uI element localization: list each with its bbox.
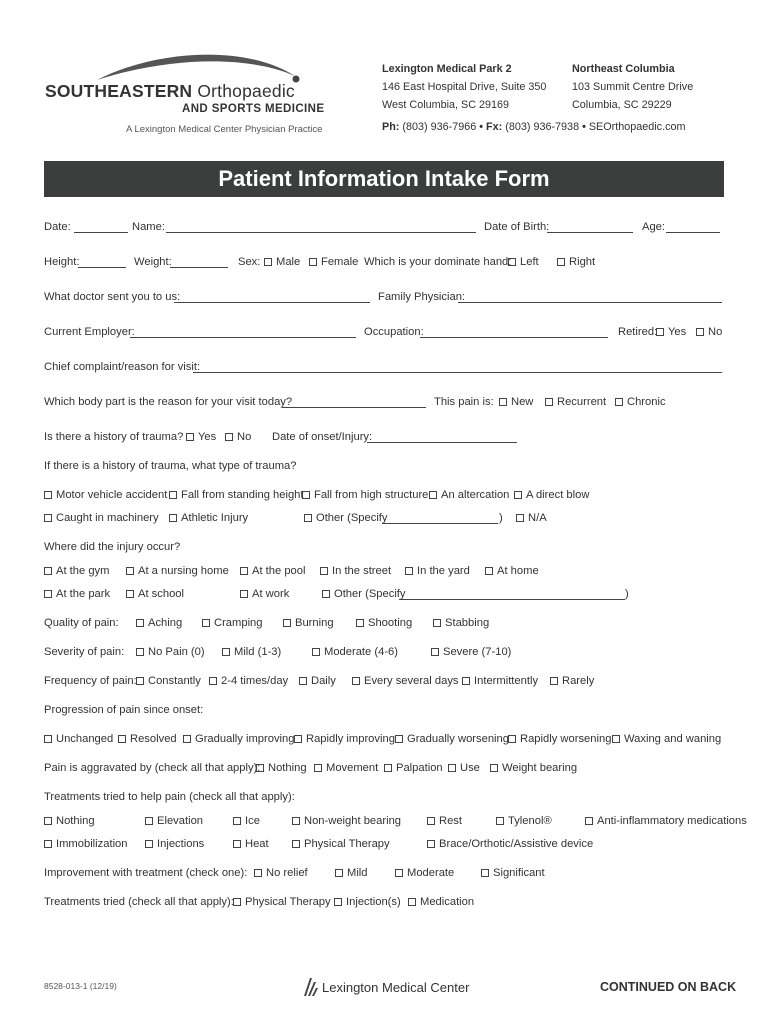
logo-tagline: A Lexington Medical Center Physician Practice [126, 124, 323, 135]
weight-field[interactable] [170, 255, 228, 268]
checkbox-icon [433, 619, 441, 627]
family-physician-field[interactable] [458, 290, 722, 303]
checkbox-icon [209, 677, 217, 685]
checkbox-icon [612, 735, 620, 743]
severity-opt[interactable]: Moderate (4-6) [312, 645, 398, 659]
frequency-opt[interactable]: 2-4 times/day [209, 674, 288, 688]
frequency-opt[interactable]: Intermittently [462, 674, 538, 688]
checkbox-icon [514, 491, 522, 499]
where-opt[interactable]: At the gym [44, 564, 109, 578]
trauma-yes[interactable]: Yes [186, 430, 216, 444]
checkbox-icon [408, 898, 416, 906]
row-where-1 [44, 564, 726, 580]
treatment-opt[interactable]: Anti-inflammatory medications [585, 814, 747, 828]
row-progression-label: Progression of pain since onset: [44, 704, 204, 716]
checkbox-icon [44, 840, 52, 848]
aggravated-opt[interactable]: Nothing [256, 761, 307, 775]
checkbox-icon [516, 514, 524, 522]
body-part-field[interactable] [282, 395, 426, 408]
checkbox-icon [429, 491, 437, 499]
checkbox-icon [44, 590, 52, 598]
checkbox-icon [183, 735, 191, 743]
treatment-opt[interactable]: Brace/Orthotic/Assistive device [427, 837, 593, 851]
checkbox-icon [283, 619, 291, 627]
onset-date-field[interactable] [367, 430, 517, 443]
frequency-opt[interactable]: Rarely [550, 674, 594, 688]
row-frequency: Frequency of pain: Constantly 2-4 times/day Daily Every several days Intermittently Rarely [44, 675, 595, 687]
progression-opt[interactable]: Unchanged [44, 732, 113, 746]
treatment-opt[interactable]: Non-weight bearing [292, 814, 401, 828]
treatment-opt[interactable]: Nothing [44, 814, 95, 828]
checkbox-icon [233, 898, 241, 906]
checkbox-icon [145, 840, 153, 848]
checkbox-icon [427, 840, 435, 848]
aggravated-opt[interactable]: Use [448, 761, 480, 775]
checkbox-icon [352, 677, 360, 685]
row-trauma-options-2: Caught in machinery Athletic Injury Other (Specify ) N/A [44, 511, 726, 527]
trauma-opt[interactable]: Motor vehicle accident [44, 488, 167, 502]
where-opt[interactable]: In the street [320, 564, 391, 578]
row-severity: Severity of pain: No Pain (0) Mild (1-3) Moderate (4-6) Severe (7-10) [44, 646, 512, 658]
row-trauma-history: Is there a history of trauma? Yes No Date of onset/Injury: [44, 430, 726, 446]
checkbox-icon [44, 514, 52, 522]
checkbox-icon [485, 567, 493, 575]
trauma-na[interactable]: N/A [516, 511, 547, 525]
logo-subtitle: AND SPORTS MEDICINE [182, 103, 325, 115]
location-1: Lexington Medical Park 2 146 East Hospital Drive, Suite 350 West Columbia, SC 29169 [382, 63, 547, 111]
row-chief: Chief complaint/reason for visit: [44, 360, 726, 376]
improvement-opt[interactable]: Mild [335, 866, 368, 880]
checkbox-icon [169, 514, 177, 522]
checkbox-icon [126, 590, 134, 598]
checkbox-icon [240, 567, 248, 575]
trauma-opt[interactable]: A direct blow [514, 488, 589, 502]
checkbox-icon [557, 258, 565, 266]
row-treatments-help-label: Treatments tried to help pain (check all that apply): [44, 791, 295, 803]
progression-opt[interactable]: Rapidly worsening [508, 732, 611, 746]
checkbox-icon [395, 735, 403, 743]
treatment-opt[interactable]: Injections [145, 837, 204, 851]
checkbox-icon [136, 619, 144, 627]
checkbox-icon [126, 567, 134, 575]
treatment-opt[interactable]: Heat [233, 837, 269, 851]
improvement-opt[interactable]: No relief [254, 866, 308, 880]
checkbox-icon [169, 491, 177, 499]
row-treatments-help-1 [44, 814, 747, 830]
checkbox-icon [222, 648, 230, 656]
checkbox-icon [615, 398, 623, 406]
retired-no[interactable]: No [696, 325, 722, 339]
quality-opt[interactable]: Burning [283, 616, 334, 630]
row-where-2: At the park At school At work Other (Specify ) [44, 587, 726, 603]
trauma-other[interactable]: Other (Specify [304, 511, 388, 525]
location-2: Northeast Columbia 103 Summit Centre Drive Columbia, SC 29229 [572, 63, 694, 111]
where-opt[interactable]: In the yard [405, 564, 470, 578]
checkbox-icon [334, 898, 342, 906]
severity-opt[interactable]: Mild (1-3) [222, 645, 281, 659]
treatment-opt[interactable]: Rest [427, 814, 462, 828]
referring-doctor-field[interactable] [174, 290, 370, 303]
treatment-opt[interactable]: Elevation [145, 814, 203, 828]
checkbox-icon [304, 514, 312, 522]
checkbox-icon [233, 817, 241, 825]
checkbox-icon [256, 764, 264, 772]
row-treatments-tried: Treatments tried (check all that apply): Physical Therapy Injection(s) Medication [44, 896, 475, 908]
row-body-part: Which body part is the reason for your visit today? This pain is: New Recurrent Chronic [44, 396, 666, 408]
name-field[interactable] [166, 220, 476, 233]
checkbox-icon [302, 491, 310, 499]
checkbox-icon [508, 735, 516, 743]
trauma-opt[interactable]: Fall from standing height [169, 488, 304, 502]
checkbox-icon [335, 869, 343, 877]
trauma-opt[interactable]: Fall from high structure [302, 488, 428, 502]
checkbox-icon [585, 817, 593, 825]
height-field[interactable] [78, 255, 126, 268]
checkbox-icon [496, 817, 504, 825]
form-title: Patient Information Intake Form [44, 161, 724, 197]
checkbox-icon [240, 590, 248, 598]
checkbox-icon [186, 433, 194, 441]
tried-opt[interactable]: Physical Therapy [233, 895, 331, 909]
tried-opt[interactable]: Medication [408, 895, 474, 909]
checkbox-icon [225, 433, 233, 441]
checkbox-icon [545, 398, 553, 406]
improvement-opt[interactable]: Moderate [395, 866, 454, 880]
employer-field[interactable] [130, 325, 356, 338]
contact-line: Ph: (803) 936-7966 • Fx: (803) 936-7938 • SEOrthopaedic.com [382, 121, 686, 133]
where-opt[interactable]: At a nursing home [126, 564, 229, 578]
progression-opt[interactable]: Gradually improving [183, 732, 295, 746]
treatment-opt[interactable]: Immobilization [44, 837, 128, 851]
treatment-opt[interactable]: Ice [233, 814, 260, 828]
checkbox-icon [427, 817, 435, 825]
sex-male[interactable]: Male [264, 255, 300, 269]
checkbox-icon [312, 648, 320, 656]
checkbox-icon [254, 869, 262, 877]
checkbox-icon [264, 258, 272, 266]
row-treatments-help-2 [44, 837, 726, 853]
where-opt[interactable]: At the pool [240, 564, 306, 578]
swoosh-logo-icon [95, 46, 305, 86]
checkbox-icon [462, 677, 470, 685]
checkbox-icon [294, 735, 302, 743]
severity-opt[interactable]: Severe (7-10) [431, 645, 511, 659]
row-improvement: Improvement with treatment (check one): No relief Mild Moderate Significant [44, 867, 545, 879]
frequency-opt[interactable]: Constantly [136, 674, 201, 688]
where-other[interactable]: Other (Specify [322, 587, 406, 601]
checkbox-icon [118, 735, 126, 743]
retired-yes[interactable]: Yes [656, 325, 686, 339]
trauma-opt[interactable]: Athletic Injury [169, 511, 248, 525]
trauma-opt[interactable]: An altercation [429, 488, 509, 502]
progression-opt[interactable]: Resolved [118, 732, 177, 746]
treatment-opt[interactable]: Physical Therapy [292, 837, 390, 851]
checkbox-icon [309, 258, 317, 266]
checkbox-icon [490, 764, 498, 772]
checkbox-icon [481, 869, 489, 877]
checkbox-icon [550, 677, 558, 685]
age-field[interactable] [666, 220, 720, 233]
trauma-other-field[interactable] [382, 511, 498, 524]
severity-opt[interactable]: No Pain (0) [136, 645, 205, 659]
row-quality: Quality of pain: Aching Cramping Burning Shooting Stabbing [44, 617, 490, 629]
chief-complaint-field[interactable] [193, 360, 722, 373]
checkbox-icon [656, 328, 664, 336]
row-where-label: Where did the injury occur? [44, 541, 181, 553]
frequency-opt[interactable]: Daily [299, 674, 336, 688]
checkbox-icon [508, 258, 516, 266]
where-opt[interactable]: At the park [44, 587, 110, 601]
improvement-opt[interactable]: Significant [481, 866, 545, 880]
continued-on-back: CONTINUED ON BACK [600, 980, 737, 994]
quality-opt[interactable]: Aching [136, 616, 182, 630]
row-employment: Current Employer: Occupation: Retired: Yes No [44, 326, 723, 338]
progression-opt[interactable]: Rapidly improving [294, 732, 395, 746]
lexington-mark-icon [302, 976, 318, 998]
quality-opt[interactable]: Cramping [202, 616, 263, 630]
trauma-no[interactable]: No [225, 430, 251, 444]
aggravated-opt[interactable]: Palpation [384, 761, 443, 775]
row-progression [44, 732, 726, 748]
frequency-opt[interactable]: Every several days [352, 674, 459, 688]
checkbox-icon [448, 764, 456, 772]
sex-female[interactable]: Female [309, 255, 358, 269]
pain-chronic[interactable]: Chronic [615, 395, 666, 409]
progression-opt[interactable]: Gradually worsening [395, 732, 509, 746]
checkbox-icon [202, 619, 210, 627]
checkbox-icon [44, 817, 52, 825]
pain-recurrent[interactable]: Recurrent [545, 395, 606, 409]
dob-field[interactable] [547, 220, 633, 233]
checkbox-icon [320, 567, 328, 575]
checkbox-icon [696, 328, 704, 336]
checkbox-icon [136, 677, 144, 685]
where-other-field[interactable] [399, 587, 625, 600]
checkbox-icon [292, 817, 300, 825]
pain-new[interactable]: New [499, 395, 533, 409]
hand-right[interactable]: Right [557, 255, 595, 269]
form-code: 8528-013-1 (12/19) [44, 981, 117, 991]
row-trauma-options-1 [44, 488, 726, 504]
checkbox-icon [299, 677, 307, 685]
trauma-opt[interactable]: Caught in machinery [44, 511, 159, 525]
checkbox-icon [44, 735, 52, 743]
where-opt[interactable]: At school [126, 587, 184, 601]
occupation-field[interactable] [420, 325, 608, 338]
checkbox-icon [405, 567, 413, 575]
row-identity: Date: Name: Date of Birth: Age: [44, 220, 726, 236]
quality-opt[interactable]: Shooting [356, 616, 412, 630]
quality-opt[interactable]: Stabbing [433, 616, 489, 630]
logo-name: SOUTHEASTERN Orthopaedic [45, 81, 295, 101]
checkbox-icon [136, 648, 144, 656]
date-field[interactable] [74, 220, 128, 233]
hand-left[interactable]: Left [508, 255, 539, 269]
checkbox-icon [145, 817, 153, 825]
checkbox-icon [356, 619, 364, 627]
where-opt[interactable]: At home [485, 564, 539, 578]
checkbox-icon [395, 869, 403, 877]
aggravated-opt[interactable]: Movement [314, 761, 378, 775]
row-doctor: What doctor sent you to us: Family Physician: [44, 290, 726, 306]
row-trauma-type-label: If there is a history of trauma, what type of trauma? [44, 460, 297, 472]
treatment-opt[interactable]: Tylenol® [496, 814, 552, 828]
checkbox-icon [44, 567, 52, 575]
aggravated-opt[interactable]: Weight bearing [490, 761, 577, 775]
checkbox-icon [44, 491, 52, 499]
checkbox-icon [292, 840, 300, 848]
where-opt[interactable]: At work [240, 587, 289, 601]
row-aggravated: Pain is aggravated by (check all that apply): Nothing Movement Palpation Use Weight bearing [44, 762, 578, 774]
checkbox-icon [322, 590, 330, 598]
lexington-logo: Lexington Medical Center [302, 976, 469, 1001]
progression-opt[interactable]: Waxing and waning [612, 732, 721, 746]
tried-opt[interactable]: Injection(s) [334, 895, 401, 909]
checkbox-icon [431, 648, 439, 656]
checkbox-icon [499, 398, 507, 406]
row-physical: Height: Weight: Sex: Male Female Which is your dominate hand: Left Right [44, 256, 596, 268]
checkbox-icon [384, 764, 392, 772]
checkbox-icon [314, 764, 322, 772]
checkbox-icon [233, 840, 241, 848]
